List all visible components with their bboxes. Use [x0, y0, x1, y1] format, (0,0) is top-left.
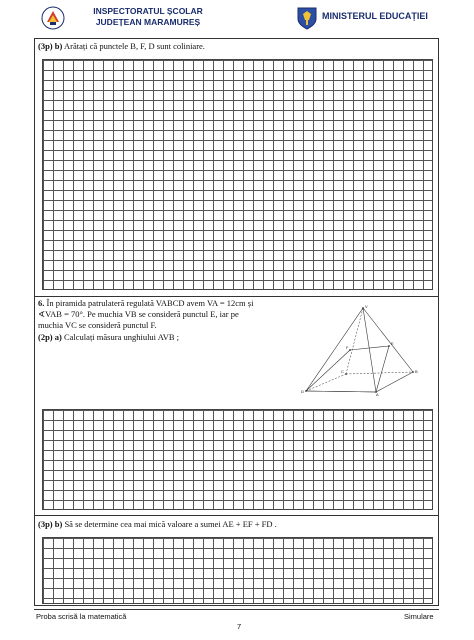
isj-title-line2: JUDEȚEAN MARAMUREȘ: [95, 17, 201, 27]
answer-grid-6b[interactable]: [42, 537, 433, 604]
label-B: B: [415, 369, 418, 374]
edge-VB: [363, 308, 413, 372]
edge-AB: [376, 372, 413, 392]
label-C: C: [341, 369, 344, 374]
q6-line3: muchia VC se consideră punctul F.: [38, 320, 157, 330]
q6b-text: Să se determine cea mai mică valoare a sumei AE + EF + FD .: [64, 519, 277, 529]
section-divider: [34, 296, 439, 297]
label-V: V: [365, 304, 368, 309]
label-E: E: [391, 341, 394, 346]
label-D: D: [301, 389, 304, 394]
q6-number: 6.: [38, 298, 45, 308]
segment-AE: [376, 346, 389, 392]
edge-CB: [346, 372, 413, 374]
page-number: 7: [237, 622, 242, 631]
q6a-text: Calculați măsura unghiului AVB ;: [63, 332, 180, 342]
footer-right: Simulare: [404, 612, 434, 621]
answer-grid-6a[interactable]: [42, 409, 433, 510]
q5b-statement: [38, 41, 205, 52]
answer-grid-5b[interactable]: [42, 59, 433, 290]
q6-line1: [38, 298, 253, 309]
vertex-C: [345, 373, 347, 375]
q6a-statement: [38, 332, 179, 343]
q5b-text: Arătați că punctele B, F, D sunt coliniare.: [63, 41, 205, 51]
q6b-statement: [38, 519, 277, 530]
q5b-points: (3p) b): [38, 41, 63, 51]
coat-of-arms-icon: [296, 5, 318, 31]
point-F: [349, 349, 351, 351]
isj-title-line1: INSPECTORATUL ȘCOLAR: [93, 6, 203, 16]
label-A: A: [376, 392, 379, 397]
edge-VA: [363, 308, 376, 392]
vertex-B: [412, 371, 414, 373]
vertex-D: [305, 390, 307, 392]
isj-logo-icon: [41, 6, 65, 30]
vertex-V: [362, 307, 364, 309]
page-header: [0, 0, 474, 36]
q6-line1-text: În piramida patrulateră regulată VABCD avem VA = 12cm și: [46, 298, 254, 308]
edge-VC: [346, 308, 363, 374]
pyramid-figure: [296, 303, 424, 398]
footer-rule: [34, 609, 439, 610]
q6a-points: (2p) a): [38, 332, 62, 342]
label-F: F: [346, 345, 349, 350]
section-divider: [34, 515, 439, 516]
ministry-title: MINISTERUL EDUCAȚIEI: [322, 11, 428, 21]
q6-line2: ∢VAB = 70°. Pe muchia VB se consideră punctul E, iar pe: [38, 309, 239, 319]
point-E: [388, 345, 390, 347]
path-DA: [306, 391, 376, 392]
q6b-points: (3p) b): [38, 519, 63, 529]
isj-title: [68, 6, 228, 28]
footer-left: Proba scrisă la matematică: [36, 612, 127, 621]
